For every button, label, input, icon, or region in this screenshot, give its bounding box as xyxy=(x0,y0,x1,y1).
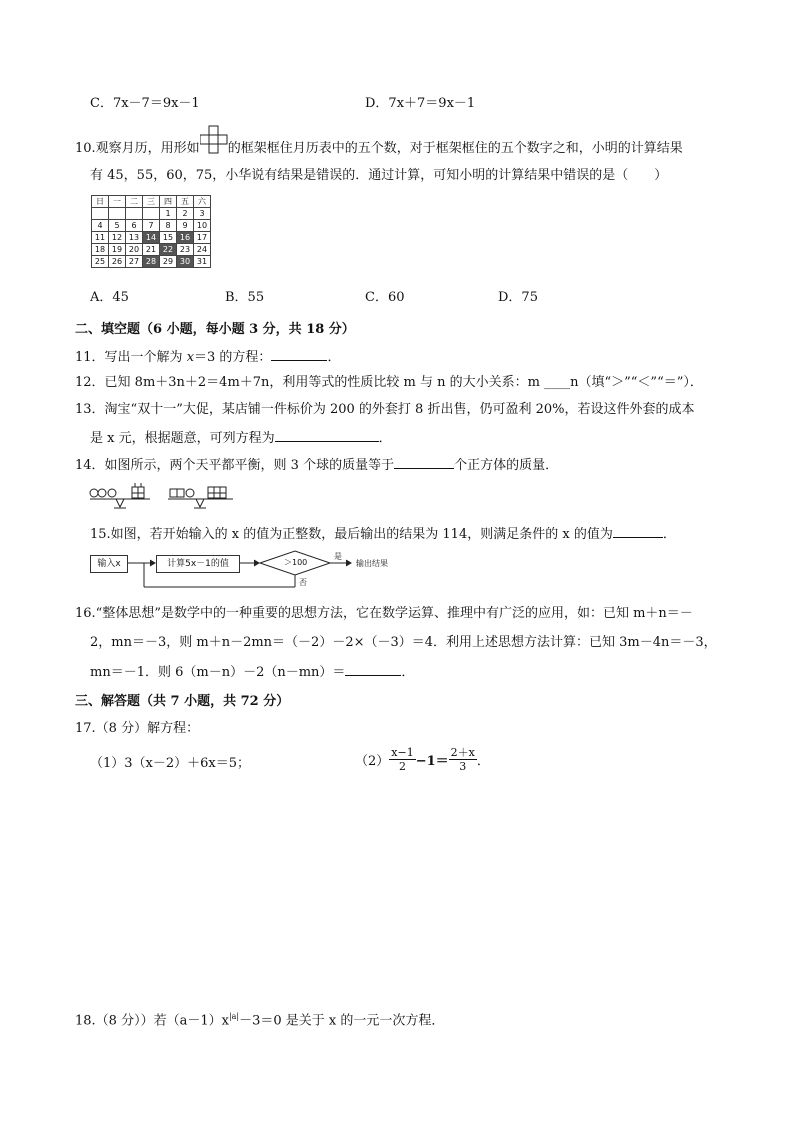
q18-text-a: 18.（8 分））若（a－1）x xyxy=(75,1013,229,1029)
cross-frame-icon xyxy=(200,141,228,157)
calendar-cell: 23 xyxy=(177,244,194,256)
q17-frac2-denominator: 3 xyxy=(459,760,467,773)
q18-exponent: |a| xyxy=(228,1012,240,1021)
calendar-cell: 17 xyxy=(194,232,211,244)
q15-answer-blank xyxy=(613,525,663,538)
q17-part2 xyxy=(355,746,490,773)
q17-fraction-1 xyxy=(389,746,415,773)
q16-line3 xyxy=(90,663,414,681)
calendar-table xyxy=(91,195,211,268)
calendar-cell: 22 xyxy=(160,244,177,256)
calendar-cell: 15 xyxy=(160,232,177,244)
q14-text-b: 个正方体的质量． xyxy=(454,458,559,473)
q10-line1 xyxy=(75,141,683,157)
q13-line1: 13．淘宝“双十一”大促，某店铺一件标价为 200 的外套打 8 折出售，仍可盈利 20%，若设这件外套的成本 xyxy=(75,402,695,417)
q13-text-a: 是 x 元，根据题意，可列方程为 xyxy=(90,431,275,446)
calendar-cell: 10 xyxy=(194,220,211,232)
calendar-header-cell: 日 xyxy=(92,196,109,208)
q16-answer-blank xyxy=(345,663,401,676)
q10-option-b: B．55 xyxy=(225,290,265,305)
q17-end: ． xyxy=(476,754,490,769)
q13-text-b: ． xyxy=(378,431,392,446)
calendar-cell xyxy=(92,208,109,220)
calendar-cell: 12 xyxy=(109,232,126,244)
calendar-header-cell: 一 xyxy=(109,196,126,208)
flow-condition: ＞100 xyxy=(284,558,308,567)
calendar-header-cell: 二 xyxy=(126,196,143,208)
flow-output: 输出结果 xyxy=(356,559,388,568)
calendar-cell: 3 xyxy=(194,208,211,220)
calendar-cell: 6 xyxy=(126,220,143,232)
calendar-cell xyxy=(126,208,143,220)
calendar-header-cell: 五 xyxy=(177,196,194,208)
calendar-cell: 4 xyxy=(92,220,109,232)
calendar-cell: 8 xyxy=(160,220,177,232)
q14-text-a: 14．如图所示，两个天平都平衡，则 3 个球的质量等于 xyxy=(75,458,395,473)
balance-scales-figure xyxy=(88,483,248,517)
calendar-cell: 27 xyxy=(126,256,143,268)
calendar-cell: 24 xyxy=(194,244,211,256)
calendar-cell: 29 xyxy=(160,256,177,268)
q15 xyxy=(90,525,676,543)
q17-middle: −1＝ xyxy=(415,754,449,769)
calendar-cell: 16 xyxy=(177,232,194,244)
q17-title: 17.（8 分）解方程： xyxy=(75,721,200,736)
calendar-cell: 31 xyxy=(194,256,211,268)
calendar-header-cell: 四 xyxy=(160,196,177,208)
calendar-cell: 11 xyxy=(92,232,109,244)
calendar-cell xyxy=(143,208,160,220)
q17-frac1-numerator: x−1 xyxy=(391,746,414,759)
calendar-cell: 19 xyxy=(109,244,126,256)
q17-part2-label: （2） xyxy=(355,754,390,769)
q13-line2 xyxy=(90,429,392,447)
q17-frac2-numerator: 2＋x xyxy=(450,746,475,759)
section3-title: 三、解答题（共 7 小题，共 72 分） xyxy=(75,694,290,709)
calendar-cell: 18 xyxy=(92,244,109,256)
calendar-cell: 21 xyxy=(143,244,160,256)
q12: 12．已知 8m＋3n＋2＝4m＋7n，利用等式的性质比较 m 与 n 的大小关系：m ____n（填“＞”“＜”“＝”）． xyxy=(75,375,703,390)
q10-line1-text-b: 的框架框住月历表中的五个数，对于框架框住的五个数字之和，小明的计算结果 xyxy=(227,141,683,156)
q11 xyxy=(75,348,340,366)
q17-frac1-denominator: 2 xyxy=(398,760,406,773)
flow-arrows xyxy=(88,549,408,595)
q17-part1: （1）3（x－2）＋6x＝5； xyxy=(90,756,251,771)
q11-text-d: ． xyxy=(327,350,341,365)
calendar-cell: 14 xyxy=(143,232,160,244)
calendar-cell: 2 xyxy=(177,208,194,220)
q11-text-a: 11．写出一个解为 xyxy=(75,350,187,365)
q10-option-d: D．75 xyxy=(498,290,538,305)
q16-line2: 2，mn＝－3，则 m＋n－2mn＝（－2）－2×（－3）＝4．利用上述思想方法计算：已知 3m－4n＝－3， xyxy=(90,635,717,650)
calendar-cell: 5 xyxy=(109,220,126,232)
calendar-header-cell: 六 xyxy=(194,196,211,208)
calendar-cell: 7 xyxy=(143,220,160,232)
q11-answer-blank xyxy=(271,348,327,361)
calendar-cell xyxy=(109,208,126,220)
q11-var: x xyxy=(186,350,195,365)
flow-no-label: 否 xyxy=(299,578,307,587)
calendar-cell: 30 xyxy=(177,256,194,268)
calendar-cell: 1 xyxy=(160,208,177,220)
section2-title: 二、填空题（6 小题，每小题 3 分，共 18 分） xyxy=(75,322,355,337)
calendar-cell: 13 xyxy=(126,232,143,244)
q16-line1: 16.“整体思想”是数学中的一种重要的思想方法，它在数学运算、推理中有广泛的应用，如：已知 m＋n＝－ xyxy=(75,606,693,621)
q11-text-c: ＝3 的方程： xyxy=(194,350,272,365)
q15-text-a: 15.如图，若开始输入的 x 的值为正整数，最后输出的结果为 114，则满足条件的 x 的值为 xyxy=(90,527,613,542)
q9-option-c: C．7x－7＝9x－1 xyxy=(90,96,200,111)
q10-option-a: A．45 xyxy=(90,290,129,305)
flow-input-box: 输入x xyxy=(90,555,128,573)
q18-text-b: －3＝0 是关于 x 的一元一次方程． xyxy=(239,1013,445,1029)
q17-fraction-2 xyxy=(449,746,477,773)
calendar-header-cell: 三 xyxy=(143,196,160,208)
q10-option-c: C．60 xyxy=(365,290,405,305)
flow-compute-box: 计算5x－1的值 xyxy=(156,555,240,573)
q18 xyxy=(75,1009,444,1029)
q10-line1-text-a: 10.观察月历，用形如 xyxy=(75,141,200,156)
calendar-cell: 20 xyxy=(126,244,143,256)
q16-text-a: mn＝－1．则 6（m－n）－2（n－mn）＝ xyxy=(90,665,346,680)
flow-yes-label: 是 xyxy=(334,552,342,561)
flowchart xyxy=(88,549,408,595)
q13-answer-blank xyxy=(275,429,379,442)
q16-text-b: ． xyxy=(401,665,415,680)
calendar-cell: 25 xyxy=(92,256,109,268)
q14 xyxy=(75,456,558,474)
q10-line2: 有 45，55，60，75，小华说有结果是错误的．通过计算，可知小明的计算结果中错误的是（ ） xyxy=(90,168,668,183)
calendar-cell: 9 xyxy=(177,220,194,232)
q15-text-b: ． xyxy=(662,527,676,542)
calendar-cell: 28 xyxy=(143,256,160,268)
q14-answer-blank xyxy=(394,456,454,469)
q9-option-d: D．7x＋7＝9x－1 xyxy=(365,96,476,111)
calendar-cell: 26 xyxy=(109,256,126,268)
